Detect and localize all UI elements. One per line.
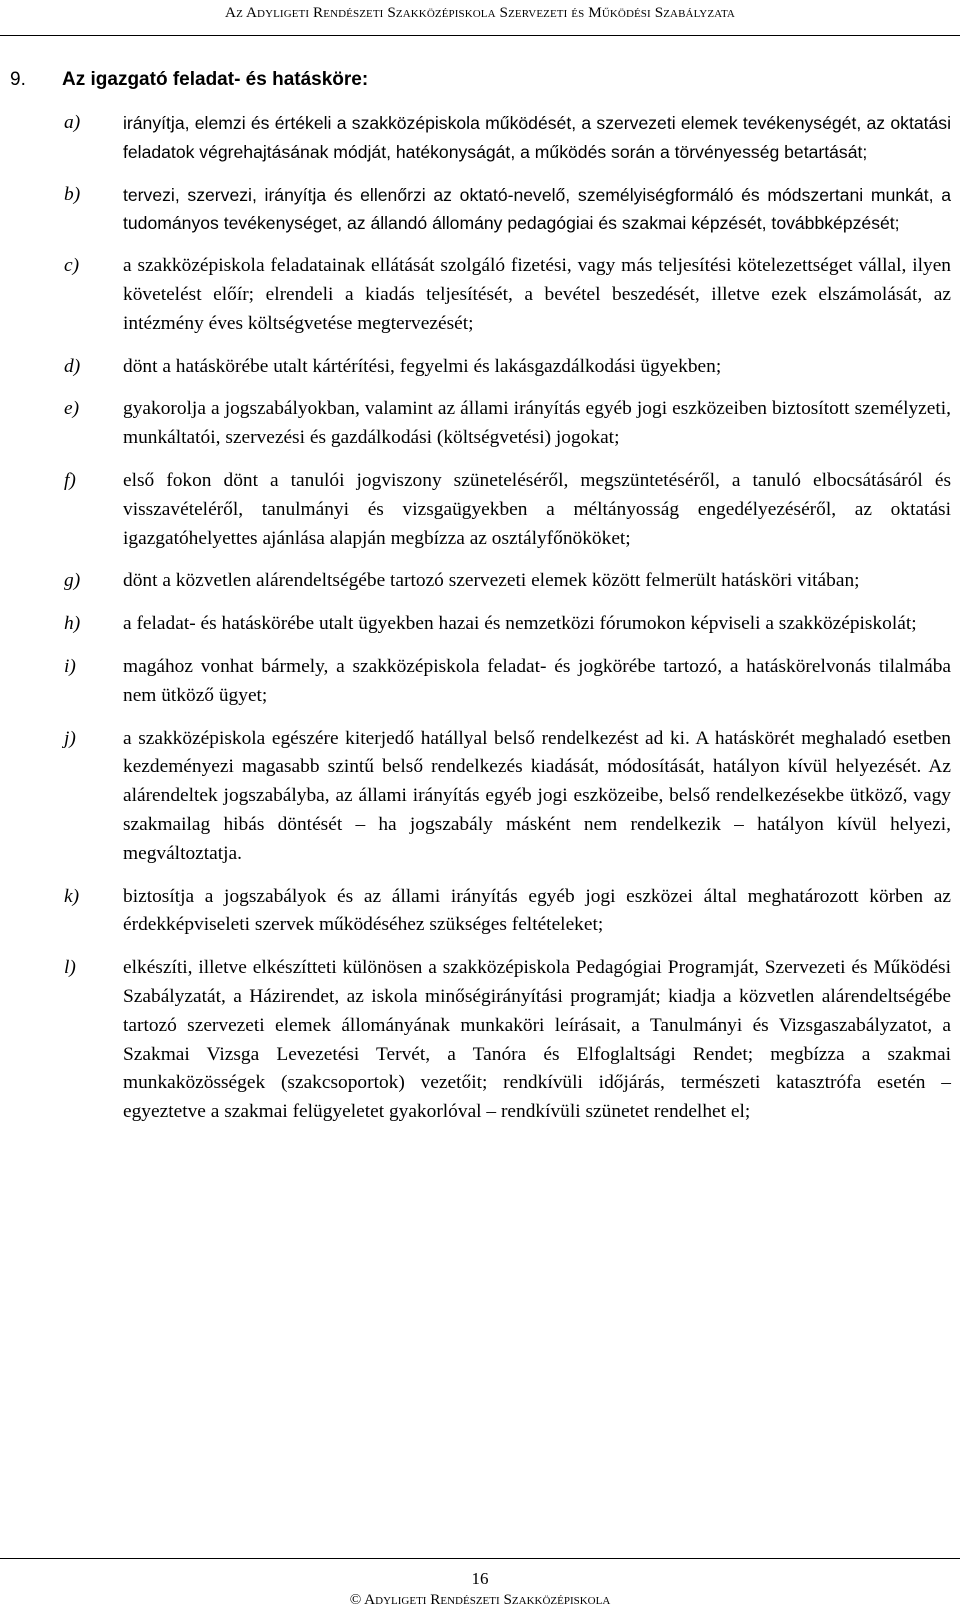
- list-item: [0, 954, 960, 1127]
- footer-copyright-text: © Adyligeti Rendészeti Szakközépiskola: [349, 1591, 611, 1608]
- list-item-letter: d): [64, 355, 81, 377]
- list-item-text: elkészíti, illetve elkészítteti különösen a szakközépiskola Pedagógiai Programját, Szervezeti és Működési Szabályzatát, a Házirendet, az iskola minőségirányítási programját; kiadja a közvetlen alárendeltségébe tartozó szervezeti elemek állományának munkaköri leírásait, a Tanulmányi és Vizsgaszabályzatot, a Szakmai Vizsga Levezetési Tervét, a Tanóra és Elfoglaltsági Rendet; megbízza a szakmai munkaközösségek (szakcsoportok) vezetőit; rendkívüli időjárás, természeti katasztrófa esetén – egyeztetve a szakmai felügyeletet gyakorlóval – rendkívüli szünetet rendelhet el;: [123, 957, 951, 1123]
- list-item-letter: c): [64, 255, 80, 277]
- list-item-text: tervezi, szervezi, irányítja és ellenőrzi az oktató-nevelő, személyiségformáló és módszertani munkát, a tudományos tevékenységet, az állandó állomány pedagógiai és szakmai képzését, továbbképzését;: [123, 184, 951, 234]
- list-item-letter: e): [64, 398, 80, 420]
- list-item-text: gyakorolja a jogszabályokban, valamint az állami irányítás egyéb jogi eszközeiben biztosított személyzeti, munkáltatói, szervezési és gazdálkodási (költségvetési) jogokat;: [123, 398, 951, 449]
- running-header-title: Az Adyligeti Rendészeti Szakközépiskola Szervezeti és Működési Szabályzata: [225, 4, 735, 21]
- section-heading: [10, 69, 368, 91]
- list-item-letter: i): [64, 655, 76, 677]
- list-item: [0, 567, 960, 596]
- list-item: [0, 395, 960, 453]
- list-item: [0, 353, 960, 382]
- list-item-letter: l): [64, 957, 76, 979]
- list-item-letter: k): [64, 885, 80, 907]
- list-item-letter: b): [64, 183, 81, 205]
- list-item: [0, 109, 960, 167]
- list-item-text: első fokon dönt a tanulói jogviszony szüneteléséről, megszüntetéséről, a tanuló elbocsátásáról és visszavételéről, tanulmányi és vizsgaügyekben a méltányosság engedélyezéséről, az oktatási igazgatóhelyettes ajánlása alapján megbízza az osztályfőnököket;: [123, 469, 951, 549]
- duty-list: [0, 109, 960, 1141]
- list-item-text: a szakközépiskola egészére kiterjedő hatállyal belső rendelkezést ad ki. A hatáskörét meghaladó esetben kezdeményezi magasabb szintű belső rendelkezés kiadását, módosítását, hatályon kívül helyezését. Az alárendeltek jogszabályba, az állami irányítás egyéb jogi eszközeibe, belső rendelkezésekbe ütköző, vagy szakmailag hibás döntését – ha jogszabály másként nem rendelkezik – hatályon kívül helyezi, megváltoztatja.: [123, 727, 951, 864]
- list-item-text: dönt a közvetlen alárendeltségébe tartozó szervezeti elemek között felmerült hatásköri vitában;: [123, 570, 860, 592]
- list-item-text: a szakközépiskola feladatainak ellátását szolgáló fizetési, vagy más teljesítési kötelezettséget vállal, ilyen követelést előír; elrendeli a kiadás teljesítését, a bevétel beszedését, illetve ezek elszámolását, az intézmény éves költségvetése megtervezését;: [123, 255, 951, 334]
- list-item-letter: h): [64, 613, 81, 635]
- list-item-text: dönt a hatáskörébe utalt kártérítési, fegyelmi és lakásgazdálkodási ügyekben;: [123, 355, 722, 377]
- footer-copyright: [0, 1591, 960, 1609]
- header-rule: [0, 35, 960, 36]
- list-item: [0, 653, 960, 711]
- section-title: Az igazgató feladat- és hatásköre:: [62, 69, 369, 90]
- list-item: [0, 181, 960, 239]
- list-item: [0, 252, 960, 338]
- list-item-text: biztosítja a jogszabályok és az állami irányítás egyéb jogi eszközei által meghatározott körben az érdekképviseleti szervek működéséhez szükséges feltételeket;: [123, 885, 951, 936]
- list-item-text: a feladat- és hatáskörébe utalt ügyekben hazai és nemzetközi fórumokon képviseli a szakközépiskolát;: [123, 613, 917, 635]
- footer-rule: [0, 1558, 960, 1559]
- page-number: 16: [471, 1569, 489, 1588]
- list-item-letter: f): [64, 469, 76, 491]
- list-item-letter: g): [64, 570, 81, 592]
- list-item: [0, 725, 960, 869]
- list-item-letter: a): [64, 112, 81, 133]
- list-item-letter: j): [64, 727, 76, 749]
- list-item-text: irányítja, elemzi és értékeli a szakközépiskola működését, a szervezeti elemek tevékenységét, az oktatási feladatok végrehajtásának módját, hatékonyságát, a működés során a törvényesség betartását;: [123, 113, 951, 162]
- list-item: [0, 883, 960, 941]
- list-item: [0, 467, 960, 553]
- running-header: [0, 4, 960, 22]
- section-number: 9.: [10, 69, 26, 90]
- list-item: [0, 610, 960, 639]
- list-item-text: magához vonhat bármely, a szakközépiskola feladat- és jogkörébe tartozó, a hatáskörelvonás tilalmába nem ütköző ügyet;: [123, 655, 951, 706]
